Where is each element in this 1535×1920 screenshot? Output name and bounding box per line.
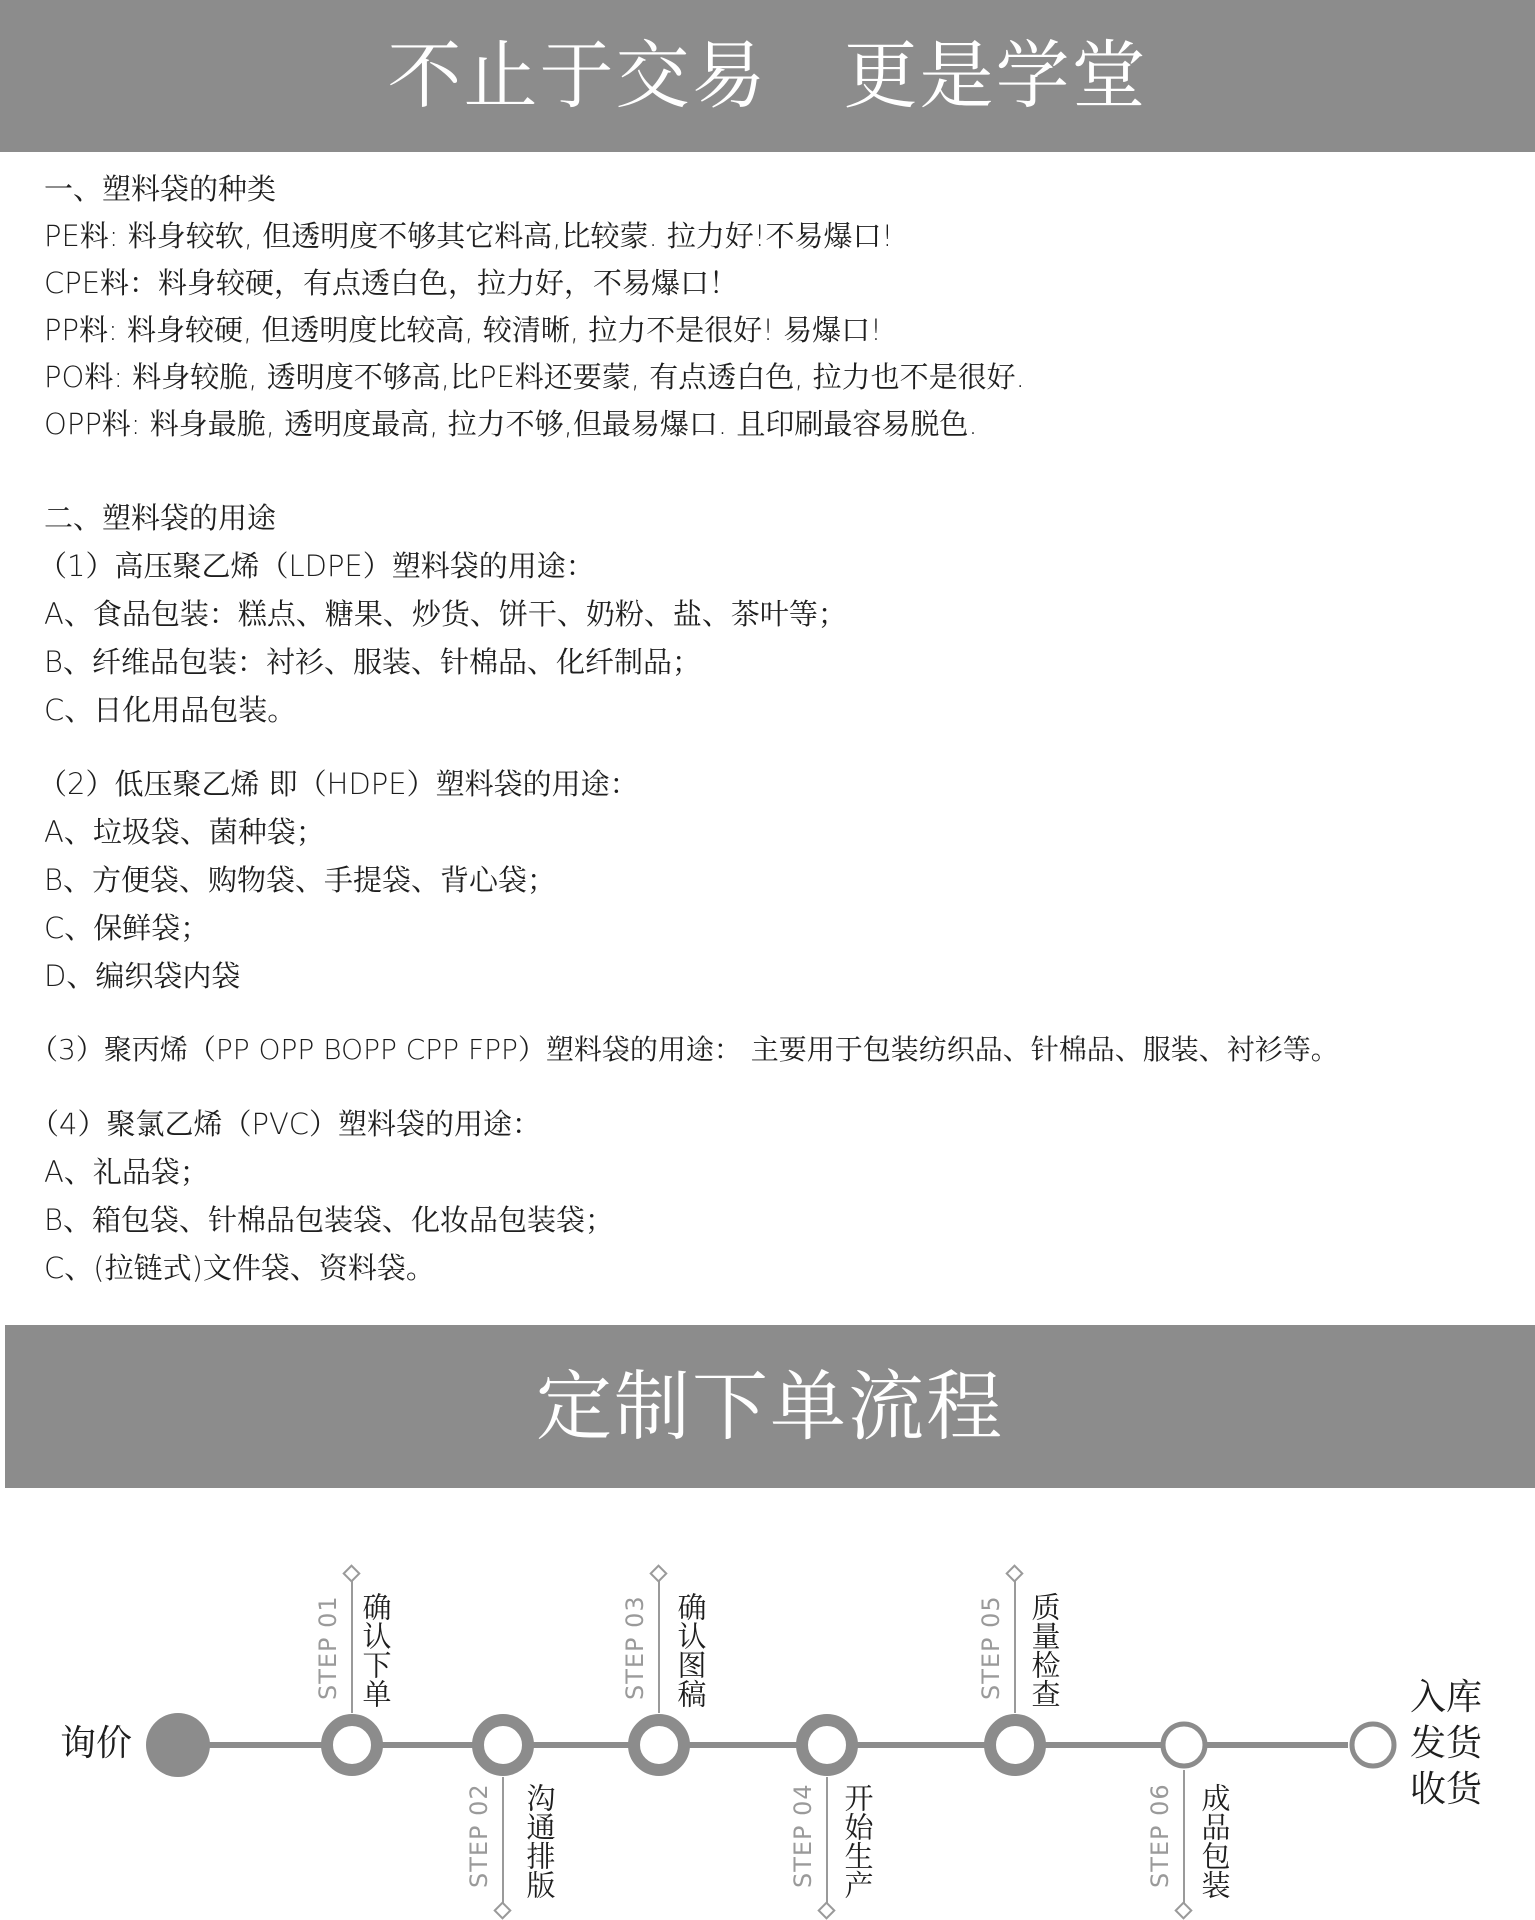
step-number: STEP 06	[1146, 1783, 1174, 1888]
start-label: 询价	[60, 1723, 133, 1764]
material-line: OPP料: 料身最脆, 透明度最高, 拉力不够,但最易爆口. 且印刷最容易脱色.	[44, 407, 978, 441]
usage-item: C、(拉链式)文件袋、资料袋。	[44, 1251, 435, 1285]
top-banner-title: 不止于交易 更是学堂	[0, 0, 1535, 152]
usage-item: D、编织袋内袋	[44, 959, 241, 993]
material-line: PO料: 料身较脆, 透明度不够高,比PE料还要蒙, 有点透白色, 拉力也不是很好.	[44, 360, 1025, 394]
start-node	[146, 1713, 210, 1777]
process-banner-title: 定制下单流程	[5, 1325, 1535, 1488]
usage-item: B、纤维品包装：衬衫、服装、针棉品、化纤制品；	[44, 645, 701, 679]
step-label: 沟通排版	[522, 1783, 557, 1899]
step-number: STEP 04	[789, 1783, 817, 1888]
usage-item: A、食品包装：糕点、糖果、炒货、饼干、奶粉、盐、茶叶等；	[44, 597, 847, 631]
process-flow-diagram	[0, 1540, 1535, 1920]
usage-item: A、垃圾袋、菌种袋；	[44, 815, 325, 849]
usage-group-title: （2）低压聚乙烯 即（HDPE）塑料袋的用途：	[38, 767, 639, 801]
step-label: 确认下单	[358, 1592, 393, 1708]
usage-group-title: （3）聚丙烯（PP OPP BOPP CPP FPP）塑料袋的用途： 主要用于包装纺织品、针棉品、服装、衬衫等。	[30, 1033, 1339, 1066]
step-label: 开始生产	[840, 1783, 875, 1899]
step-label: 质量检查	[1027, 1592, 1062, 1708]
end-label-line: 入库	[1410, 1677, 1483, 1718]
material-line: PP料: 料身较硬, 但透明度比较高, 较清晰, 拉力不是很好! 易爆口!	[44, 313, 882, 347]
usage-item: C、保鲜袋；	[44, 911, 210, 945]
end-node	[1352, 1724, 1394, 1766]
material-line: PE料: 料身较软, 但透明度不够其它料高,比较蒙. 拉力好!不易爆口!	[44, 219, 894, 253]
usage-item: C、日化用品包装。	[44, 693, 297, 727]
usage-item: A、礼品袋；	[44, 1155, 209, 1189]
usage-group-title: （4）聚氯乙烯（PVC）塑料袋的用途：	[30, 1107, 542, 1141]
step-number: STEP 02	[465, 1783, 493, 1888]
usage-group-title: （1）高压聚乙烯（LDPE）塑料袋的用途：	[38, 549, 595, 583]
section2-heading: 二、塑料袋的用途	[44, 501, 277, 535]
usage-item: B、箱包袋、针棉品包装袋、化妆品包装袋；	[44, 1203, 614, 1237]
material-line: CPE料：料身较硬，有点透白色，拉力好，不易爆口！	[44, 266, 739, 300]
step-label: 确认图稿	[673, 1592, 708, 1708]
usage-item: B、方便袋、购物袋、手提袋、背心袋；	[44, 863, 556, 897]
step-number: STEP 03	[621, 1595, 649, 1700]
end-label-line: 收货	[1410, 1769, 1483, 1810]
step-number: STEP 05	[977, 1595, 1005, 1700]
section1-heading: 一、塑料袋的种类	[44, 172, 277, 206]
step-number: STEP 01	[314, 1595, 342, 1700]
end-label-line: 发货	[1410, 1723, 1483, 1764]
step-label: 成品包装	[1197, 1783, 1232, 1899]
